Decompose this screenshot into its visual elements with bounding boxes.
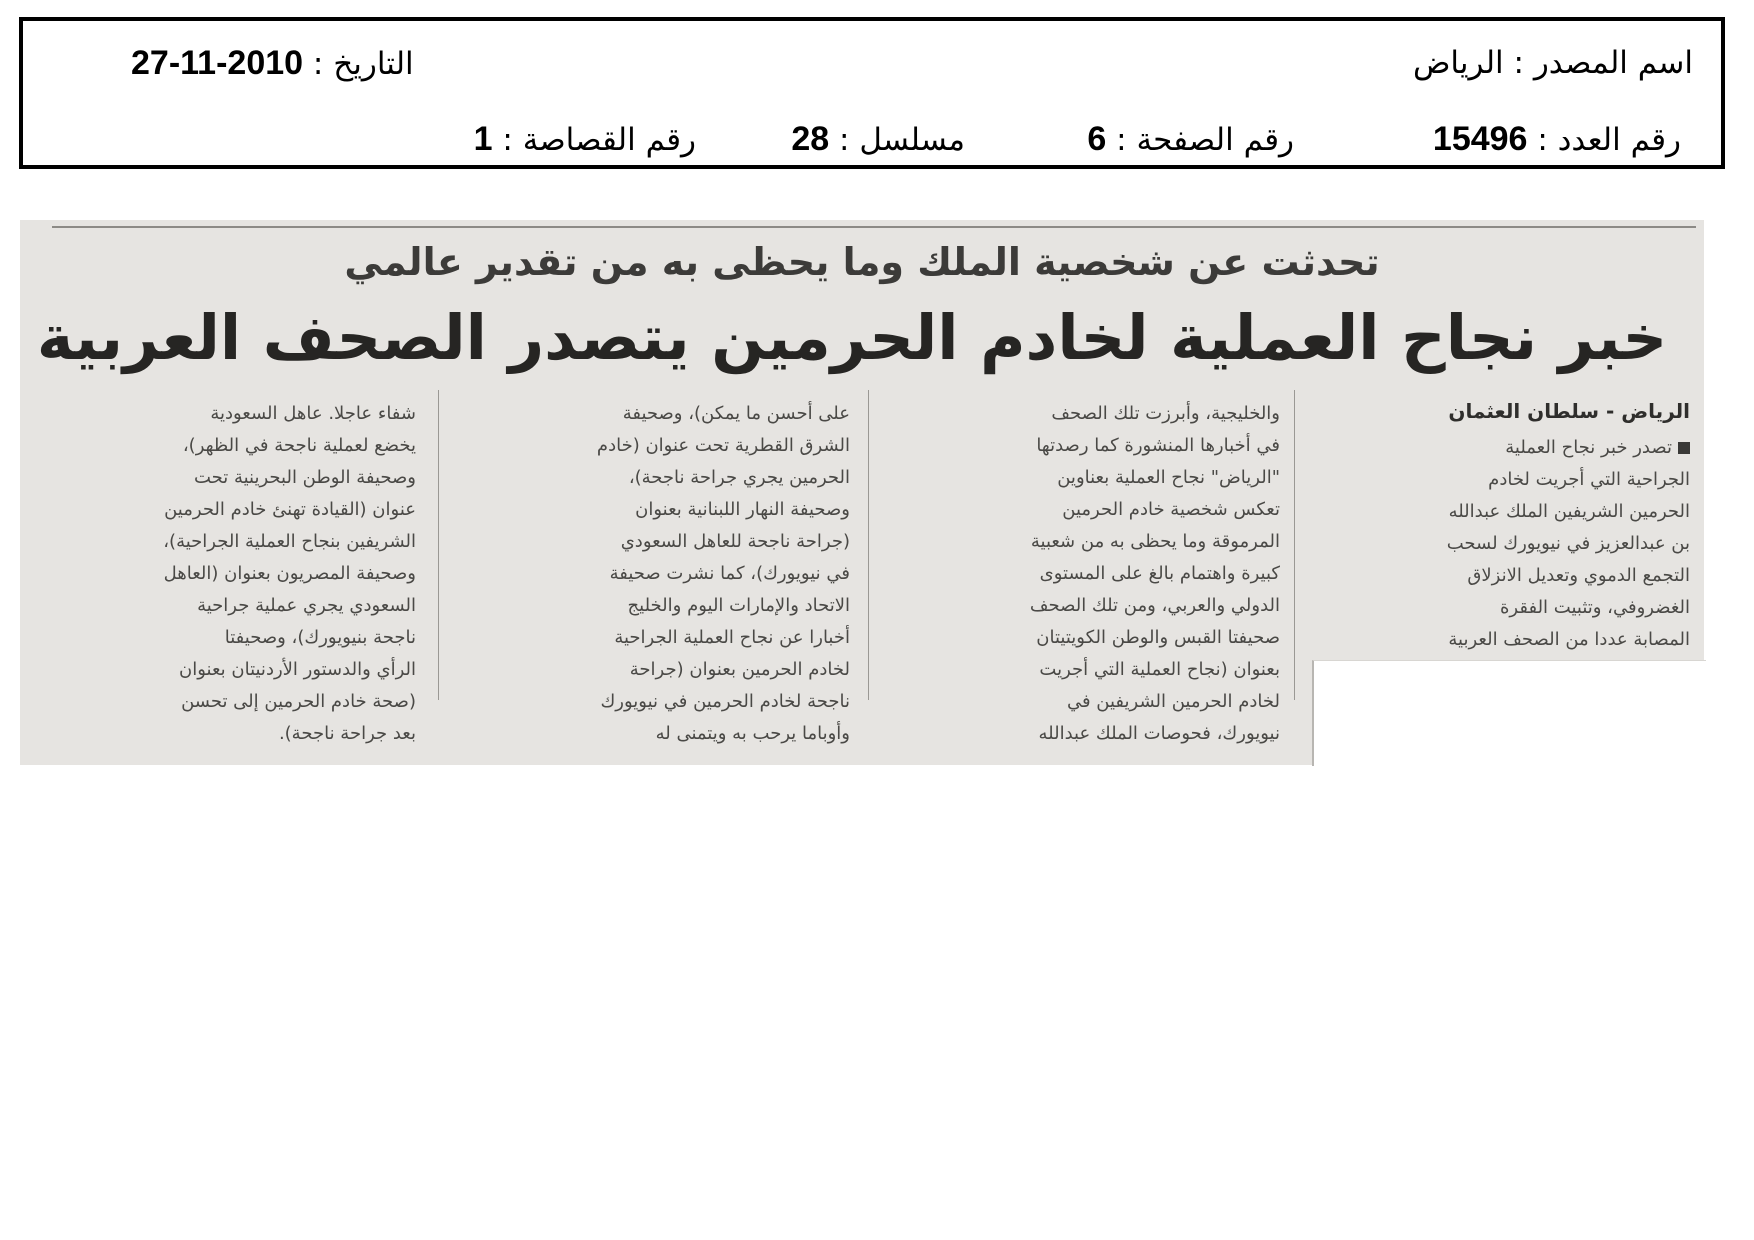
page-number-field [1087,119,1294,159]
date-value: 27-11-2010 [131,44,304,82]
serial-value: 28 [791,120,830,158]
clip-number-field [474,119,696,159]
date-field [131,43,414,83]
column-line: في أخبارها المنشورة كما رصدتها [1036,435,1280,456]
issue-number-field [1433,119,1681,159]
column-line: التجمع الدموي وتعديل الانزلاق [1467,565,1690,586]
column-line: الرأي والدستور الأردنيتان بعنوان [179,659,416,680]
column-line: بن عبدالعزيز في نيويورك لسحب [1446,533,1690,554]
column-divider [438,390,439,700]
article-column-1 [1318,432,1690,656]
clipping-info-box [19,17,1725,169]
column-line: الحرمين الشريفين الملك عبدالله [1448,501,1690,522]
column-line: (صحة خادم الحرمين إلى تحسن [181,691,416,712]
column-line: نيويورك، فحوصات الملك عبدالله [1038,723,1280,744]
column-divider [1294,390,1295,700]
article-headline: خبر نجاح العملية لخادم الحرمين يتصدر الصحف العربية [36,301,1668,374]
column-divider [868,390,869,700]
issue-value: 15496 [1432,120,1528,158]
column-line: شفاء عاجلا. عاهل السعودية [210,403,416,424]
column-line: بعنوان (نجاح العملية التي أجريت [1039,659,1280,680]
column-line: كبيرة واهتمام بالغ على المستوى [1039,563,1280,584]
article-byline: الرياض - سلطان العثمان [1448,399,1690,423]
clip-label: رقم القصاصة : [502,122,696,158]
column-line: السعودي يجري عملية جراحية [197,595,416,616]
clipping-cutout [1312,660,1706,766]
column-line: الحرمين يجري جراحة ناجحة)، [628,467,850,488]
issue-label: رقم العدد : [1537,122,1681,158]
article-column-2 [888,398,1280,750]
column-line: وأوباما يرحب به ويتمنى له [655,723,850,744]
column-line: أخبارا عن نجاح العملية الجراحية [614,627,850,648]
column-line: "الرياض" نجاح العملية بعناوين [1057,467,1280,488]
article-column-3 [458,398,850,750]
column-line: في نيويورك)، كما نشرت صحيفة [609,563,850,584]
column-line: على أحسن ما يمكن)، وصحيفة [622,403,850,424]
column-line: الشرق القطرية تحت عنوان (خادم [596,435,850,456]
column-line: ناجحة بنيويورك)، وصحيفتا [224,627,416,648]
column-line: بعد جراحة ناجحة). [278,723,416,744]
column-line: المرموقة وما يحظى به من شعبية [1030,531,1280,552]
clipping-top-rule [52,226,1696,228]
column-line: ناجحة لخادم الحرمين في نيويورك [600,691,850,712]
column-line: عنوان (القيادة تهنئ خادم الحرمين [164,499,416,520]
column-line: وصحيفة النهار اللبنانية بعنوان [635,499,850,520]
column-line: صحيفتا القبس والوطن الكويتيتان [1036,627,1280,648]
column-line: الدولي والعربي، ومن تلك الصحف [1029,595,1280,616]
column-line: الغضروفي، وتثبيت الفقرة [1500,597,1690,618]
page-label: رقم الصفحة : [1116,122,1294,158]
source-label: اسم المصدر : الرياض [1412,45,1693,81]
column-line: الاتحاد والإمارات اليوم والخليج [627,595,850,616]
column-line: الشريفين بنجاح العملية الجراحية)، [163,531,416,552]
clip-value: 1 [473,120,493,158]
column-line: لخادم الحرمين الشريفين في [1066,691,1280,712]
column-line: الجراحية التي أجريت لخادم [1488,469,1690,490]
serial-label: مسلسل : [839,122,965,158]
bullet-square-icon [1678,442,1690,454]
column-line: (جراحة ناجحة للعاهل السعودي [620,531,850,552]
article-kicker: تحدثت عن شخصية الملك وما يحظى به من تقدير عالمي [344,240,1380,284]
column-line: وصحيفة المصريون بعنوان (العاهل [163,563,416,584]
article-column-4 [36,398,416,750]
column-line: وصحيفة الوطن البحرينية تحت [193,467,416,488]
column-line: تعكس شخصية خادم الحرمين [1062,499,1280,520]
page-value: 6 [1087,120,1107,158]
column-line: والخليجية، وأبرزت تلك الصحف [1051,403,1280,424]
serial-field [791,119,965,159]
source-name [1413,43,1693,83]
date-label: التاريخ : [312,46,414,82]
column-line: المصابة عددا من الصحف العربية [1448,629,1690,650]
column-line: لخادم الحرمين بعنوان (جراحة [629,659,850,680]
column-line: تصدر خبر نجاح العملية [1318,432,1690,464]
column-line: يخضع لعملية ناجحة في الظهر)، [182,435,416,456]
